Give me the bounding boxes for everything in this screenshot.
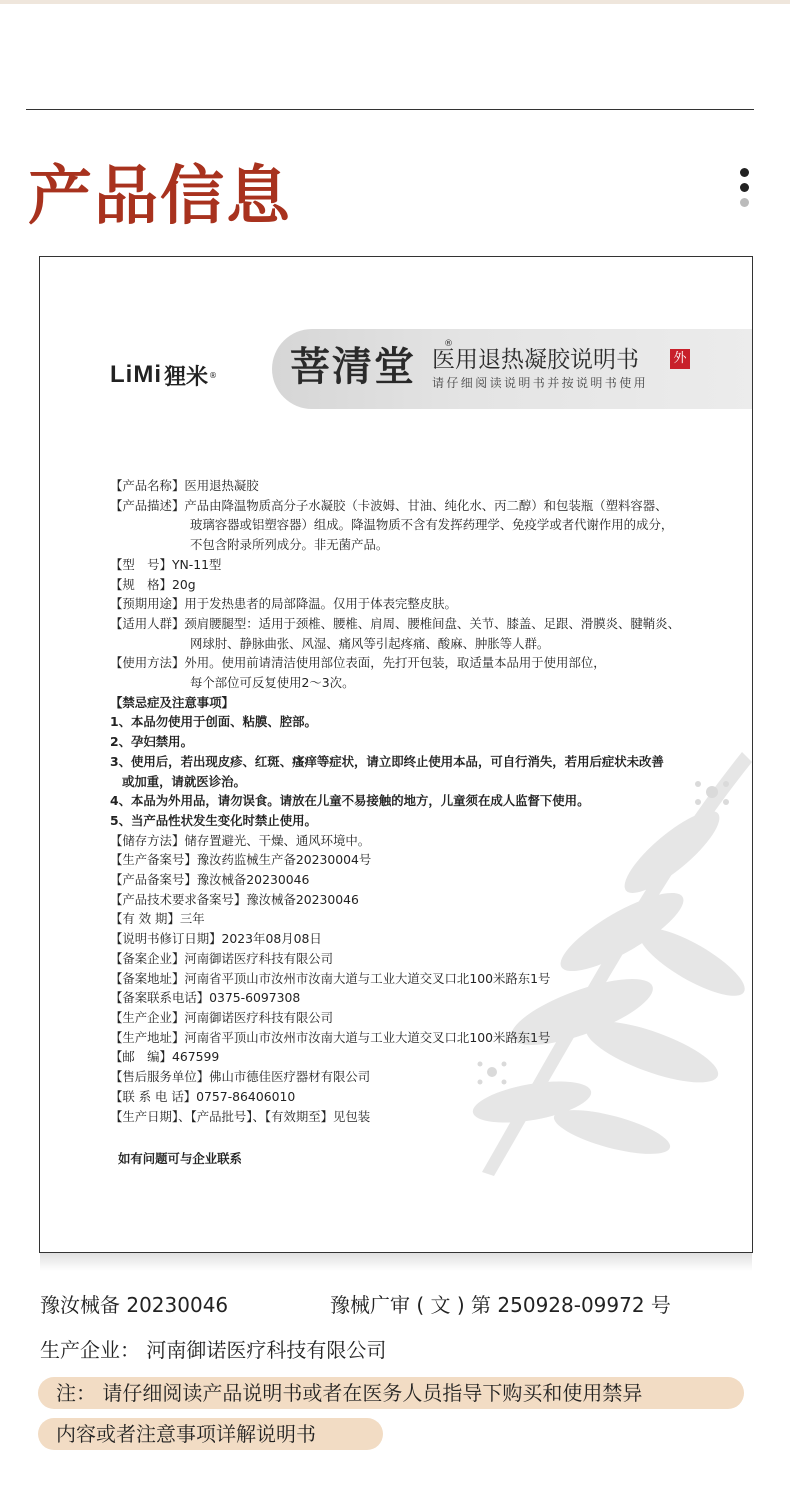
brand-logo (110, 355, 217, 395)
leaflet-line: 【邮 编】467599 (110, 1049, 220, 1065)
leaflet-line: 【有 效 期】三年 (110, 911, 205, 927)
leaflet-line: 【产品技术要求备案号】豫汝械备20230046 (110, 891, 359, 907)
leaflet-line: 5、当产品性状发生变化时禁止使用。 (110, 812, 317, 828)
leaflet-line: 【生产备案号】豫汝药监械生产备20230004号 (110, 852, 372, 868)
pagination-dot (740, 183, 749, 192)
leaflet-line: 网球肘、静脉曲张、风湿、痛风等引起疼痛、酸麻、肿胀等人群。 (190, 635, 550, 651)
leaflet-line: 【生产企业】河南御诺医疗科技有限公司 (110, 1009, 334, 1025)
top-divider (26, 109, 754, 110)
leaflet-line: 【适用人群】颈肩腰腿型：适用于颈椎、腰椎、肩周、腰椎间盘、关节、膝盖、足跟、滑膜炎、腱鞘炎、 (110, 615, 680, 631)
product-registered-mark: ® (444, 339, 453, 349)
leaflet-line: 【型 号】YN-11型 (110, 556, 222, 572)
contact-note: 如有问题可与企业联系 (118, 1151, 242, 1166)
brand-name: 狸米 (164, 364, 209, 390)
document-subtitle: 请仔细阅读说明书并按说明书使用 (432, 376, 649, 390)
leaflet-line: 【售后服务单位】佛山市德佳医疗器材有限公司 (110, 1069, 371, 1085)
leaflet-line: 3、使用后，若出现皮疹、红斑、瘙痒等症状，请立即终止使用本品，可自行消失，若用后症状未改善 (110, 753, 664, 769)
instruction-leaflet (39, 256, 753, 1253)
leaflet-line: 【禁忌症及注意事项】 (110, 694, 234, 710)
leaflet-line: 2、孕妇禁用。 (110, 734, 193, 750)
warning-note-line1: 注： 请仔细阅读产品说明书或者在医务人员指导下购买和使用禁异 (38, 1377, 744, 1409)
leaflet-line: 【规 格】20g (110, 576, 196, 592)
leaflet-line: 【储存方法】储存置避光、干燥、通风环境中。 (110, 832, 371, 848)
section-title: 产品信息 (28, 159, 292, 234)
warning-note-line2: 内容或者注意事项详解说明书 (38, 1418, 383, 1450)
leaflet-line: 【产品描述】产品由降温物质高分子水凝胶（卡波姆、甘油、纯化水、丙二醇）和包装瓶（塑料容器、 (110, 497, 668, 513)
leaflet-line: 【备案企业】河南御诺医疗科技有限公司 (110, 950, 334, 966)
manufacturer: 生产企业： 河南御诺医疗科技有限公司 (40, 1338, 387, 1362)
leaflet-line: 【备案地址】河南省平顶山市汝州市汝南大道与工业大道交叉口北100米路东1号 (110, 970, 551, 986)
leaflet-line: 【预期用途】用于发热患者的局部降温。仅用于体表完整皮肤。 (110, 596, 457, 612)
external-use-badge: 外 (670, 349, 690, 369)
leaflet-line: 【使用方法】外用。使用前请清洁使用部位表面，先打开包装，取适量本品用于使用部位， (110, 655, 606, 671)
document-title: 医用退热凝胶说明书 (432, 347, 639, 373)
leaflet-body (110, 476, 720, 1126)
product-banner (272, 329, 753, 409)
leaflet-line: 不包含附录所列成分。非无菌产品。 (190, 537, 389, 553)
leaflet-line: 1、本品勿使用于创面、粘膜、腔部。 (110, 714, 317, 730)
leaflet-line: 【生产地址】河南省平顶山市汝州市汝南大道与工业大道交叉口北100米路东1号 (110, 1029, 551, 1045)
leaflet-line: 【说明书修订日期】2023年08月08日 (110, 931, 322, 947)
brand-registered-mark: ® (209, 370, 218, 380)
product-brand-name: 菩清堂 (290, 343, 416, 390)
leaflet-line: 每个部位可反复使用2～3次。 (190, 675, 355, 691)
pagination-dot (740, 198, 749, 207)
leaflet-line: 【备案联系电话】0375-6097308 (110, 990, 301, 1006)
leaflet-line: 【生产日期】、【产品批号】、【有效期至】见包装 (110, 1108, 371, 1124)
top-band (0, 0, 790, 4)
leaflet-line: 【产品备案号】豫汝械备20230046 (110, 872, 310, 888)
leaflet-line: 玻璃容器或铝塑容器）组成。降温物质不含有发挥药理学、免疫学或者代谢作用的成分， (190, 517, 674, 533)
pagination-dot (740, 168, 749, 177)
card-shadow (40, 1253, 752, 1271)
leaflet-line: 或加重，请就医诊治。 (122, 773, 246, 789)
ad-approval-number: 豫械广审 ( 文 ) 第 250928-09972 号 (330, 1293, 671, 1317)
leaflet-line: 【产品名称】医用退热凝胶 (110, 478, 259, 493)
filing-number: 豫汝械备 20230046 (40, 1293, 229, 1317)
leaflet-line: 【联 系 电 话】0757-86406010 (110, 1088, 296, 1104)
pagination-dots (740, 168, 750, 213)
brand-logo-text: LiMi (110, 361, 162, 388)
leaflet-line: 4、本品为外用品，请勿误食。请放在儿童不易接触的地方，儿童须在成人监督下使用。 (110, 793, 590, 809)
